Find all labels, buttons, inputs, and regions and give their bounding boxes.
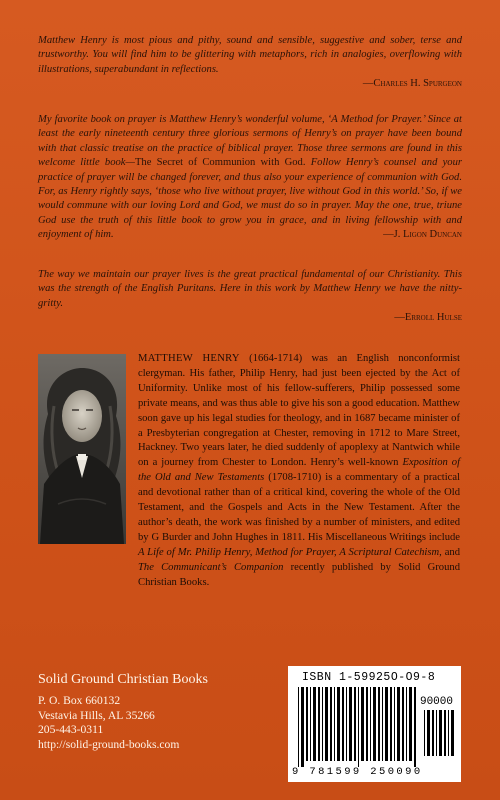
publisher-address-2: Vestavia Hills, AL 35266 (38, 708, 155, 722)
quote-text-part-a: My favorite book on prayer is Matthew Henry’s wonderful volume, ‘A Method for Prayer.’ Since at least the early nineteenth century three glorious sermons of Henry’s on prayer have been bound with that classic treatise on the practice of biblical prayer. Those three sermons are found in this welcome little book— (38, 114, 462, 169)
publisher-block (38, 672, 208, 752)
publisher-phone: 205-443-0311 (38, 723, 104, 737)
quote-attribution: —Charles H. Spurgeon (362, 78, 462, 90)
quote-attribution: —Erroll Hulse (394, 312, 462, 324)
bio-work-exposition: Exposition of the Old and New Testaments (138, 457, 461, 484)
quote-text: Matthew Henry is most pious and pithy, sound and sensible, suggestive and sober, terse and trustworthy. You will find him to be glittering with metaphors, rich in analogies, overflowing with illustrations, superabundant in reflections. (38, 35, 462, 75)
author-years: (1664-1714) (239, 353, 303, 364)
bio-work-life: A Life of Mr. Philip Henry, Method for Prayer, A Scriptural Catechism, (138, 546, 442, 558)
bio-text-3: and (441, 546, 460, 558)
bio-text-1: was an English nonconformist clergyman. His father, Philip Henry, had just been ejected by the Act of Uniformity. Unlike most of his fellow-sufferers, Philip possessed some private means, and was thus able to give his son a good education. Matthew soon gave up his legal studies for theology, and in 1687 became minister of a Presbyterian congregation at Chester, removing in 1712 to Mare Street, Hackney. Two years later, he died suddenly of apoplexy at Nantwich while on a journey from Chester to London. Henry’s well-known (138, 353, 460, 469)
quote-attribution: —J. Ligon Duncan (383, 229, 462, 241)
publisher-name: Solid Ground Christian Books (38, 672, 208, 687)
quote-duncan (38, 113, 462, 243)
ean-number: 9 781599 250090 (292, 766, 423, 778)
author-name: MATTHEW HENRY (138, 353, 240, 364)
barcode-label (288, 666, 461, 782)
quote-hulse (38, 268, 462, 326)
price-code: 90000 (419, 696, 453, 708)
quote-spurgeon (38, 34, 462, 92)
isbn-number: ISBN 1-59925O-O9-8 (302, 671, 436, 684)
ean-barcode-icon (298, 687, 418, 767)
bio-text-2: (1708-1710) is a commentary of a practical and devotional rather than of a critical kind, covering the whole of the Old Testament, and the Gospels and Acts in the New Testament. After the author’s death, the work was finished by a number of ministers, and edited by G Burder and John Hughes in 1811. His Miscellaneous Writings include (138, 472, 461, 543)
author-biography (138, 352, 460, 591)
publisher-url: http://solid-ground-books.com (38, 737, 180, 751)
quote-book-title: The Secret of Communion with God. (134, 157, 306, 169)
author-portrait-image (38, 354, 126, 544)
bio-work-companion: The Communicant’s Companion (138, 561, 284, 573)
quote-text-part-b: Follow Henry’s counsel and your practice of prayer will be changed forever, and thus also your experience of communion with God. For, as Henry rightly says, ‘those who live without prayer, live without God in this world.’ So, if we would commune with our loving Lord and God, we must do so in prayer. May the one, true, triune God use the truth of this little book to grow you in grace, and in living fellowship with and enjoyment of him. (38, 157, 463, 241)
publisher-address-1: P. O. Box 660132 (38, 694, 121, 707)
bio-text-4: recently published by Solid Ground Christian Books. (138, 561, 460, 588)
addon-barcode-icon (424, 710, 454, 762)
quote-text: The way we maintain our prayer lives is the great practical fundamental of our Christianity. This was the strength of the English Puritans. Here in this work by Matthew Henry we have the nitty-gritty. (38, 269, 462, 309)
